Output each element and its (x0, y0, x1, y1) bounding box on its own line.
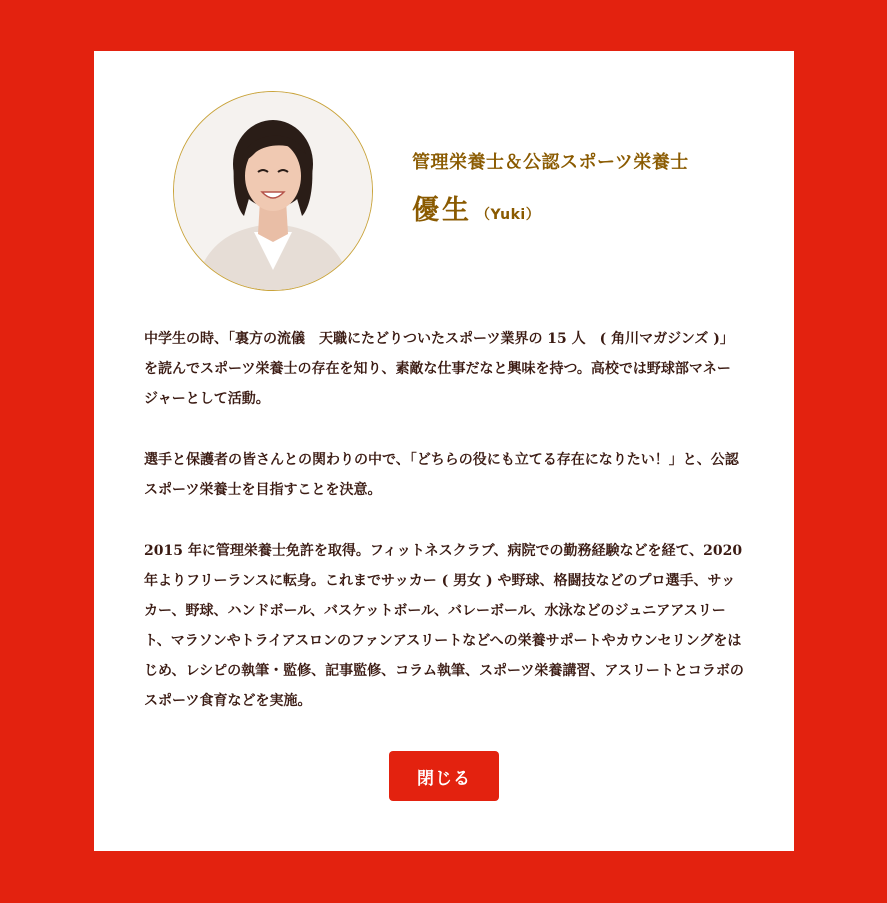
bio-paragraph: 選手と保護者の皆さんとの関わりの中で、「どちらの役にも立てる存在になりたい！」と、公認スポーツ栄養士を目指すことを決意。 (144, 452, 739, 498)
bio-paragraph: 中学生の時、「裏方の流儀 天職にたどりついたスポーツ業界の 15 人 ( 角川マガジンズ )」を読んでスポーツ栄養士の存在を知り、素敵な仕事だなと興味を持つ。高校では野球部マネージャーとして活動。 (144, 331, 734, 407)
profile-bio (144, 324, 744, 716)
profile-photo (173, 91, 373, 291)
portrait-icon (174, 92, 372, 290)
close-button[interactable]: 閉じる (389, 751, 499, 801)
profile-modal (94, 51, 794, 851)
profile-name-romaji: （Yuki） (476, 207, 541, 223)
name-row (412, 195, 689, 227)
profile-name: 優生 (412, 195, 472, 226)
profile-header (412, 151, 689, 227)
qualification-title: 管理栄養士＆公認スポーツ栄養士 (412, 152, 689, 173)
bio-paragraph: 2015 年に管理栄養士免許を取得。フィットネスクラブ、病院での勤務経験などを経て、2020 年よりフリーランスに転身。これまでサッカー ( 男女 ) や野球、格闘技などのプロ選手、サッカー、野球、ハンドボール、バスケットボール、バレーボール、水泳などのジュニアアスリート、マラソンやトライアスロンのファンアスリートなどへの栄養サポートやカウンセリングをはじめ、レシピの執筆・監修、記事監修、コラム執筆、スポーツ栄養講習、アスリートとコラボのスポーツ食育などを実施。 (144, 543, 744, 709)
